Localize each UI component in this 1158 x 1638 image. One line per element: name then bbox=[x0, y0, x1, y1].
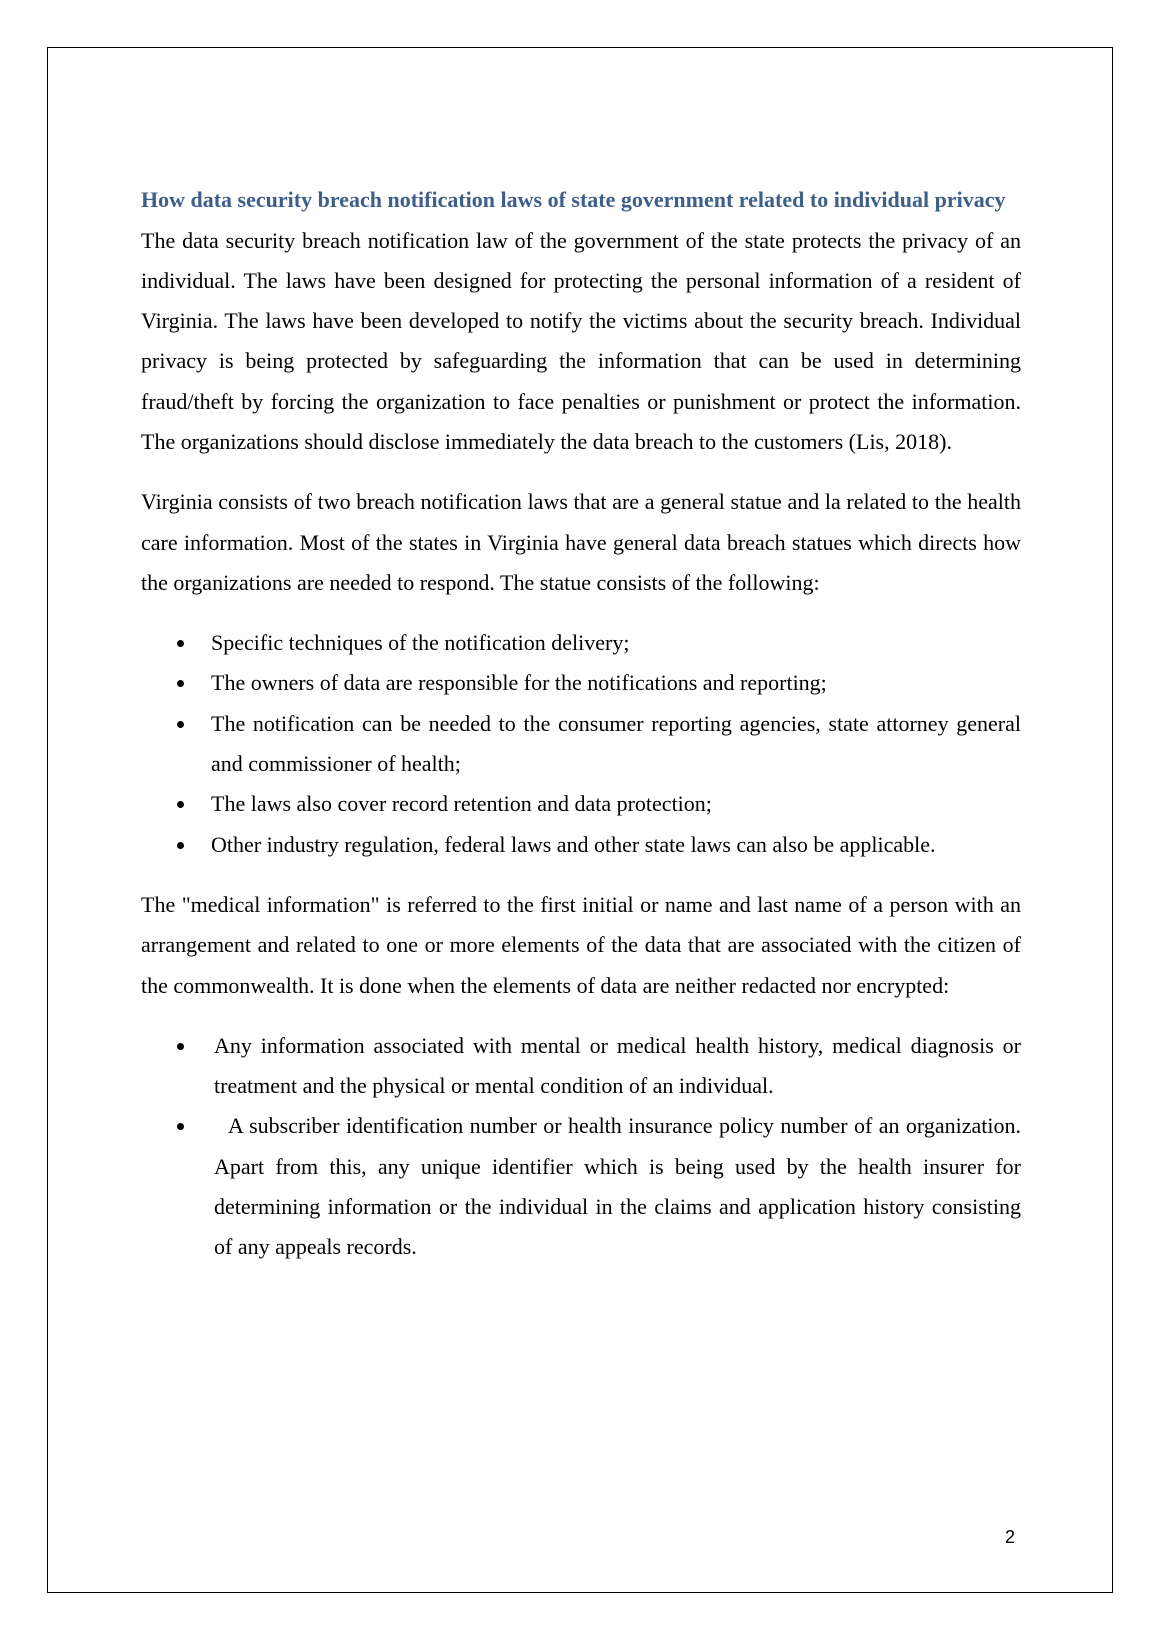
bullet-icon bbox=[177, 721, 184, 728]
page-number: 2 bbox=[1005, 1527, 1016, 1547]
list-item: The laws also cover record retention and data protection; bbox=[141, 784, 1021, 824]
list-item: Other industry regulation, federal laws and other state laws can also be applicable. bbox=[141, 825, 1021, 865]
medical-bullet-list bbox=[141, 1026, 1021, 1268]
document-body bbox=[141, 180, 1021, 1268]
list-item: Any information associated with mental or medical health history, medical diagnosis or treatment and the physical or mental condition of an individual. bbox=[141, 1026, 1021, 1107]
statue-bullet-list bbox=[141, 623, 1021, 865]
list-item: The owners of data are responsible for the notifications and reporting; bbox=[141, 663, 1021, 703]
bullet-icon bbox=[177, 842, 184, 849]
section-heading: How data security breach notification laws of state government related to individual privacy bbox=[141, 187, 1006, 212]
list-item: Specific techniques of the notification delivery; bbox=[141, 623, 1021, 663]
bullet-icon bbox=[177, 801, 184, 808]
paragraph-medical-information: The "medical information" is referred to the first initial or name and last name of a person with an arrangement and related to one or more elements of the data that are associated with the citizen of the commonwealth. It is done when the elements of data are neither redacted nor encrypted: bbox=[141, 891, 1021, 998]
bullet-icon bbox=[177, 640, 184, 647]
list-item: A subscriber identification number or health insurance policy number of an organization. Apart from this, any unique identifier which is being used by the health insurer for determining information or the individual in the claims and application history consisting of any appeals records. bbox=[141, 1106, 1021, 1267]
bullet-icon bbox=[177, 1123, 184, 1130]
paragraph-virginia-laws: Virginia consists of two breach notification laws that are a general statue and la related to the health care information. Most of the states in Virginia have general data breach statues which directs how the organizations are needed to respond. The statue consists of the following: bbox=[141, 489, 1021, 595]
bullet-icon bbox=[177, 1043, 184, 1050]
paragraph-intro: The data security breach notification law of the government of the state protects the privacy of an individual. The laws have been designed for protecting the personal information of a resident of Virginia. The laws have been developed to notify the victims about the security breach. Individual privacy is being protected by safeguarding the information that can be used in determining fraud/theft by forcing the organization to face penalties or punishment or protect the information. The organizations should disclose immediately the data breach to the customers (Lis, 2018). bbox=[141, 227, 1021, 454]
bullet-icon bbox=[177, 680, 184, 687]
list-item: The notification can be needed to the consumer reporting agencies, state attorney general and commissioner of health; bbox=[141, 704, 1021, 785]
